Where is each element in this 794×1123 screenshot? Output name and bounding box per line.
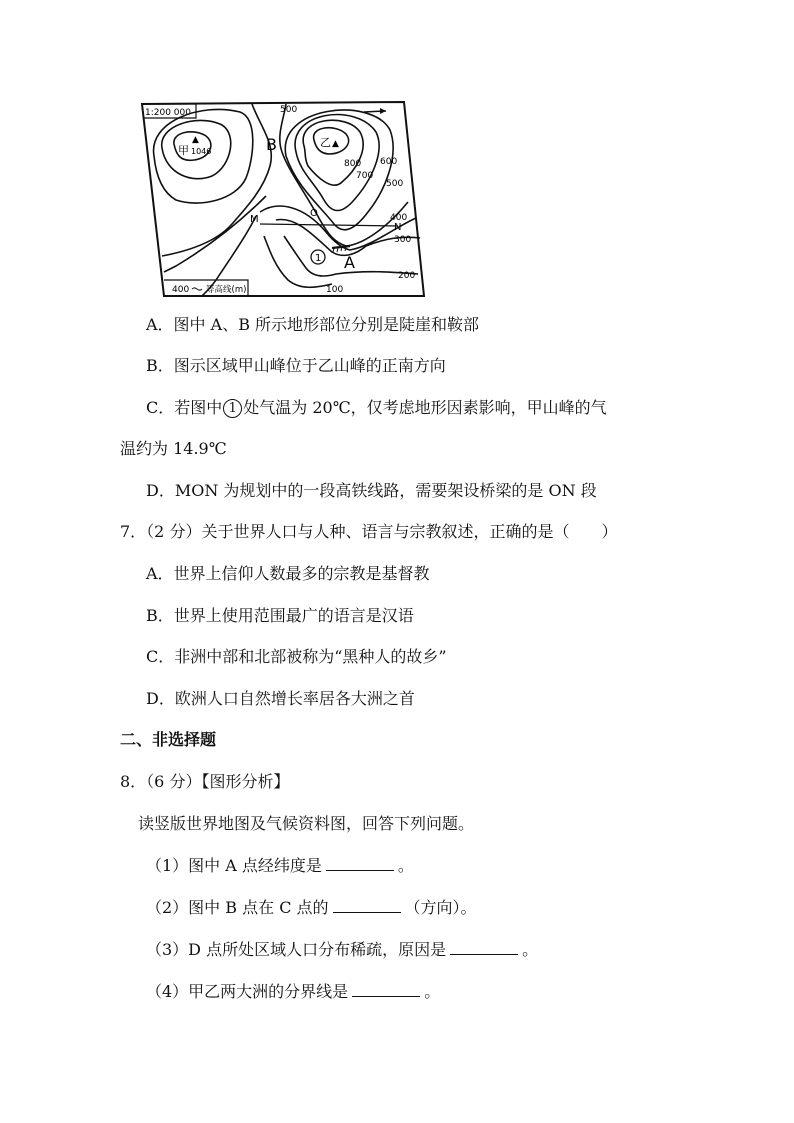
point-b-label: B xyxy=(266,135,277,154)
legend-label: 等高线(m) xyxy=(206,285,247,295)
peak-jia-height: 1046 xyxy=(191,147,212,156)
q8-sub4-end: 。 xyxy=(424,982,441,1001)
contour-label-400: 400 xyxy=(390,213,408,223)
map-frame xyxy=(142,102,424,296)
contour-map xyxy=(136,96,432,300)
q8-intro: 读竖版世界地图及气候资料图，回答下列问题。 xyxy=(138,814,475,833)
contour-label-700: 700 xyxy=(356,171,374,181)
contour-label-500-top: 500 xyxy=(280,105,298,115)
point-m-label: M xyxy=(250,214,259,225)
peak-yi-icon: ▲ xyxy=(332,139,339,149)
contour-label-800: 800 xyxy=(344,159,362,169)
contour-map-svg xyxy=(136,96,432,300)
q8-sub4-text: （4）甲乙两大洲的分界线是 xyxy=(146,982,349,1001)
q8-sub4 xyxy=(146,981,440,1003)
q8-sub2-blank[interactable] xyxy=(333,898,401,913)
q8-sub3 xyxy=(146,939,538,961)
contour-500-left xyxy=(162,104,271,256)
q8-sub1-end: 。 xyxy=(397,856,414,875)
q8-sub1 xyxy=(146,855,414,877)
q6-option-c-cont: 温约为 14.9℃ xyxy=(120,439,227,458)
q8-sub3-end: 。 xyxy=(522,940,539,959)
peak-yi-label: 乙 xyxy=(320,136,331,149)
q8-sub2-end: （方向）。 xyxy=(404,898,477,917)
cliff-a xyxy=(332,246,350,248)
q7-option-c: C．非洲中部和北部被称为“黑种人的故乡” xyxy=(146,647,447,666)
point-1-label: 1 xyxy=(315,253,322,264)
q8-sub2-text: （2）图中 B 点在 C 点的 xyxy=(146,898,329,917)
contour-yi-800 xyxy=(303,120,363,185)
peak-jia-label: 甲 xyxy=(178,144,189,157)
q6-option-a: A．图中 A、B 所示地形部位分别是陡崖和鞍部 xyxy=(146,315,480,334)
q7-option-d: D．欧洲人口自然增长率居各大洲之首 xyxy=(146,689,415,708)
point-n-label: N xyxy=(394,222,402,233)
peak-jia-icon: ▲ xyxy=(192,135,199,145)
contour-label-500-right: 500 xyxy=(386,179,404,189)
q8-stem: 8．（6 分）【图形分析】 xyxy=(120,772,290,791)
contour-400-left xyxy=(164,196,266,272)
q8-sub4-blank[interactable] xyxy=(352,982,420,997)
point-o-label: O xyxy=(310,208,318,219)
q8-sub2 xyxy=(146,897,477,919)
q6-option-c-circle: 1 xyxy=(223,399,242,418)
legend-value: 400 xyxy=(172,285,190,295)
q7-option-a: A．世界上信仰人数最多的宗教是基督教 xyxy=(146,564,430,583)
q6-option-b: B．图示区域甲山峰位于乙山峰的正南方向 xyxy=(146,356,446,375)
q8-sub3-text: （3）D 点所处区域人口分布稀疏，原因是 xyxy=(146,940,447,959)
q8-sub1-text: （1）图中 A 点经纬度是 xyxy=(146,856,322,875)
q6-option-d: D．MON 为规划中的一段高铁线路，需要架设桥梁的是 ON 段 xyxy=(146,481,597,500)
line-mon xyxy=(260,224,398,226)
contour-label-100: 100 xyxy=(326,285,344,295)
q7-option-b: B．世界上使用范围最广的语言是汉语 xyxy=(146,606,414,625)
section-title: 二、非选择题 xyxy=(120,730,217,749)
point-a-label: A xyxy=(344,253,355,272)
q7-stem: 7．（2 分）关于世界人口与人种、语言与宗教叙述，正确的是（ ） xyxy=(120,522,618,541)
q8-sub1-blank[interactable] xyxy=(326,856,394,871)
q8-sub3-blank[interactable] xyxy=(450,940,518,955)
q6-option-c-before: C．若图中 xyxy=(146,398,223,417)
contour-label-200: 200 xyxy=(398,271,416,281)
contour-label-600: 600 xyxy=(380,157,398,167)
q6-option-c xyxy=(146,397,607,419)
contour-jia-3 xyxy=(154,109,253,203)
contour-label-300: 300 xyxy=(394,235,412,245)
scale-label: 1:200 000 xyxy=(145,108,191,118)
q6-option-c-after: 处气温为 20℃，仅考虑地形因素影响，甲山峰的气 xyxy=(243,398,607,417)
